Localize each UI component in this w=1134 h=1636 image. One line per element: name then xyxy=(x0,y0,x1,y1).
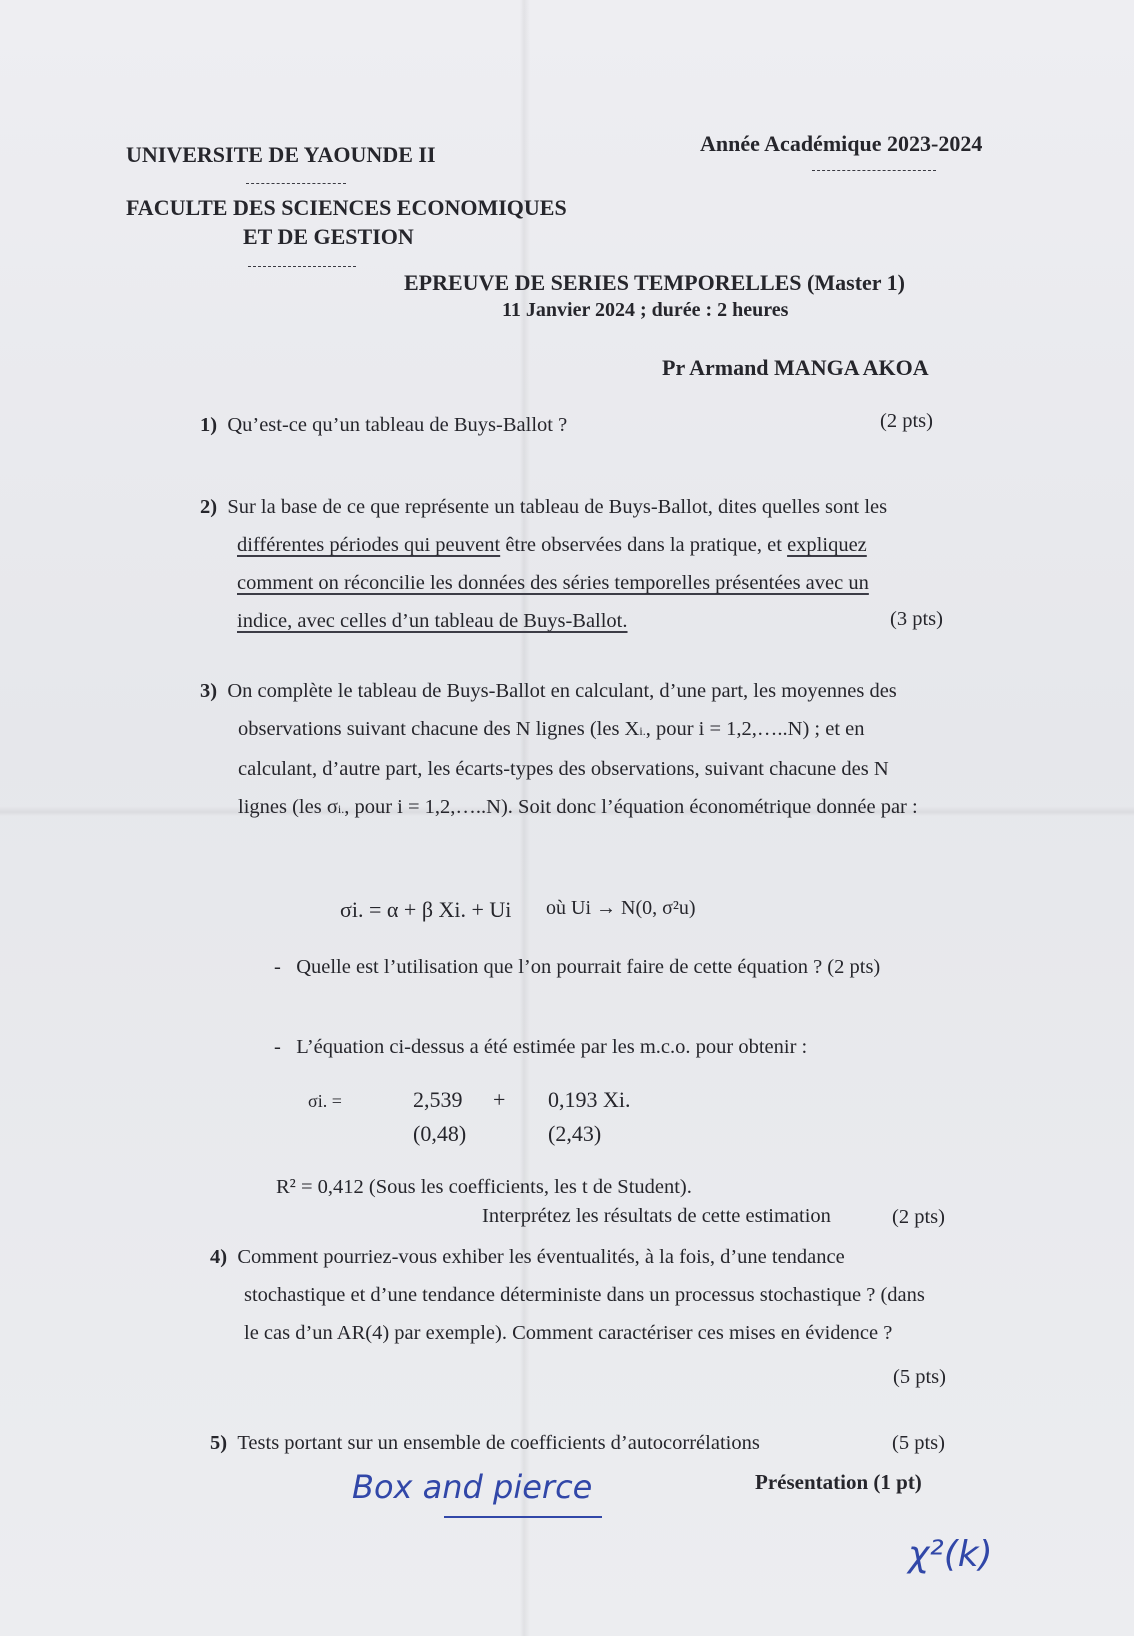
divider xyxy=(248,266,356,267)
question-number: 2) xyxy=(200,496,218,518)
question-5-points: (5 pts) xyxy=(892,1432,945,1454)
estimated-constant: 2,539 xyxy=(413,1087,463,1112)
bullet-1: - Quelle est l’utilisation que l’on pourrait faire de cette équation ? (2 pts) xyxy=(274,956,881,978)
exam-date: 11 Janvier 2024 ; durée : 2 heures xyxy=(502,299,789,321)
question-1-points: (2 pts) xyxy=(880,410,933,432)
handwritten-note: Box and pierce xyxy=(352,1468,593,1506)
bullet-2: - L’équation ci-dessus a été estimée par les m.c.o. pour obtenir : xyxy=(274,1036,808,1058)
error-distribution: où Ui → N(0, σ²u) xyxy=(546,897,696,919)
faculty-name-line2: ET DE GESTION xyxy=(243,224,414,249)
question-2 xyxy=(200,488,1010,640)
subscript: i. xyxy=(337,802,345,816)
estimated-coefficient: 0,193 Xi. xyxy=(548,1087,631,1112)
professor-name: Pr Armand MANGA AKOA xyxy=(662,355,929,380)
question-text-line: être observées dans la pratique, et xyxy=(500,534,788,556)
faculty-name-line1: FACULTE DES SCIENCES ECONOMIQUES xyxy=(126,195,567,220)
underlined-text: indice, avec celles d’un tableau de Buys-Ballot. xyxy=(237,610,628,632)
question-text-line: stochastique et d’une tendance déterministe dans un processus stochastique ? (dans xyxy=(244,1284,925,1306)
academic-year: Année Académique 2023-2024 xyxy=(700,131,983,156)
question-number: 3) xyxy=(200,680,218,702)
question-text-line: Comment pourriez-vous exhiber les éventualités, à la fois, d’une tendance xyxy=(237,1246,845,1268)
interpret-points: (2 pts) xyxy=(892,1206,945,1228)
question-text-line: Sur la base de ce que représente un tableau de Buys-Ballot, dites quelles sont les xyxy=(227,496,888,518)
handwritten-underline xyxy=(444,1516,602,1518)
estimated-lhs: σi. = xyxy=(308,1091,342,1111)
question-text: Tests portant sur un ensemble de coefficients d’autocorrélations xyxy=(237,1432,760,1454)
question-2-points: (3 pts) xyxy=(890,608,943,630)
bullet-text: L’équation ci-dessus a été estimée par les m.c.o. pour obtenir : xyxy=(296,1036,808,1058)
divider xyxy=(246,183,346,184)
question-text-line: le cas d’un AR(4) par exemple). Comment caractériser ces mises en évidence ? xyxy=(244,1322,893,1344)
model-equation: σi. = α + β Xi. + Ui xyxy=(340,897,512,922)
underlined-text: comment on réconcilie les données des séries temporelles présentées avec un xyxy=(237,572,869,594)
question-text-line: , pour i = 1,2,…..N). Soit donc l’équation économétrique donnée par : xyxy=(344,796,918,818)
exam-title: EPREUVE DE SERIES TEMPORELLES (Master 1) xyxy=(404,270,905,295)
question-text-line: observations suivant chacune des N lignes (les X xyxy=(238,718,640,740)
university-name: UNIVERSITE DE YAOUNDE II xyxy=(126,142,436,167)
underlined-text: différentes périodes qui peuvent xyxy=(237,534,501,556)
r-squared: R² = 0,412 (Sous les coefficients, les t de Student). xyxy=(276,1176,692,1198)
bullet-text: Quelle est l’utilisation que l’on pourrait faire de cette équation ? (2 pts) xyxy=(296,956,881,978)
plus-sign: + xyxy=(493,1087,506,1112)
divider xyxy=(812,170,936,171)
t-stat-constant: (0,48) xyxy=(413,1121,467,1146)
question-number: 4) xyxy=(210,1246,228,1268)
question-5 xyxy=(210,1424,760,1462)
interpret-prompt: Interprétez les résultats de cette estimation xyxy=(482,1205,831,1227)
question-3 xyxy=(200,672,1020,828)
question-4 xyxy=(210,1238,1030,1352)
presentation-points: Présentation (1 pt) xyxy=(755,1470,922,1494)
underlined-text: expliquez xyxy=(787,534,867,556)
question-text-line: lignes (les σ xyxy=(238,796,338,818)
question-number: 1) xyxy=(200,414,218,436)
question-number: 5) xyxy=(210,1432,228,1454)
t-stat-coefficient: (2,43) xyxy=(548,1121,602,1146)
question-text: Qu’est-ce qu’un tableau de Buys-Ballot ? xyxy=(227,414,568,436)
question-text-line: On complète le tableau de Buys-Ballot en calculant, d’une part, les moyennes des xyxy=(227,680,897,702)
subscript: i. xyxy=(639,724,646,738)
question-text-line: calculant, d’autre part, les écarts-types des observations, suivant chacune des N xyxy=(238,758,889,780)
question-text-line: , pour i = 1,2,…..N) ; et en xyxy=(645,718,865,740)
question-1 xyxy=(200,406,567,444)
handwritten-formula: χ²(k) xyxy=(908,1534,993,1575)
question-4-points: (5 pts) xyxy=(893,1366,946,1388)
